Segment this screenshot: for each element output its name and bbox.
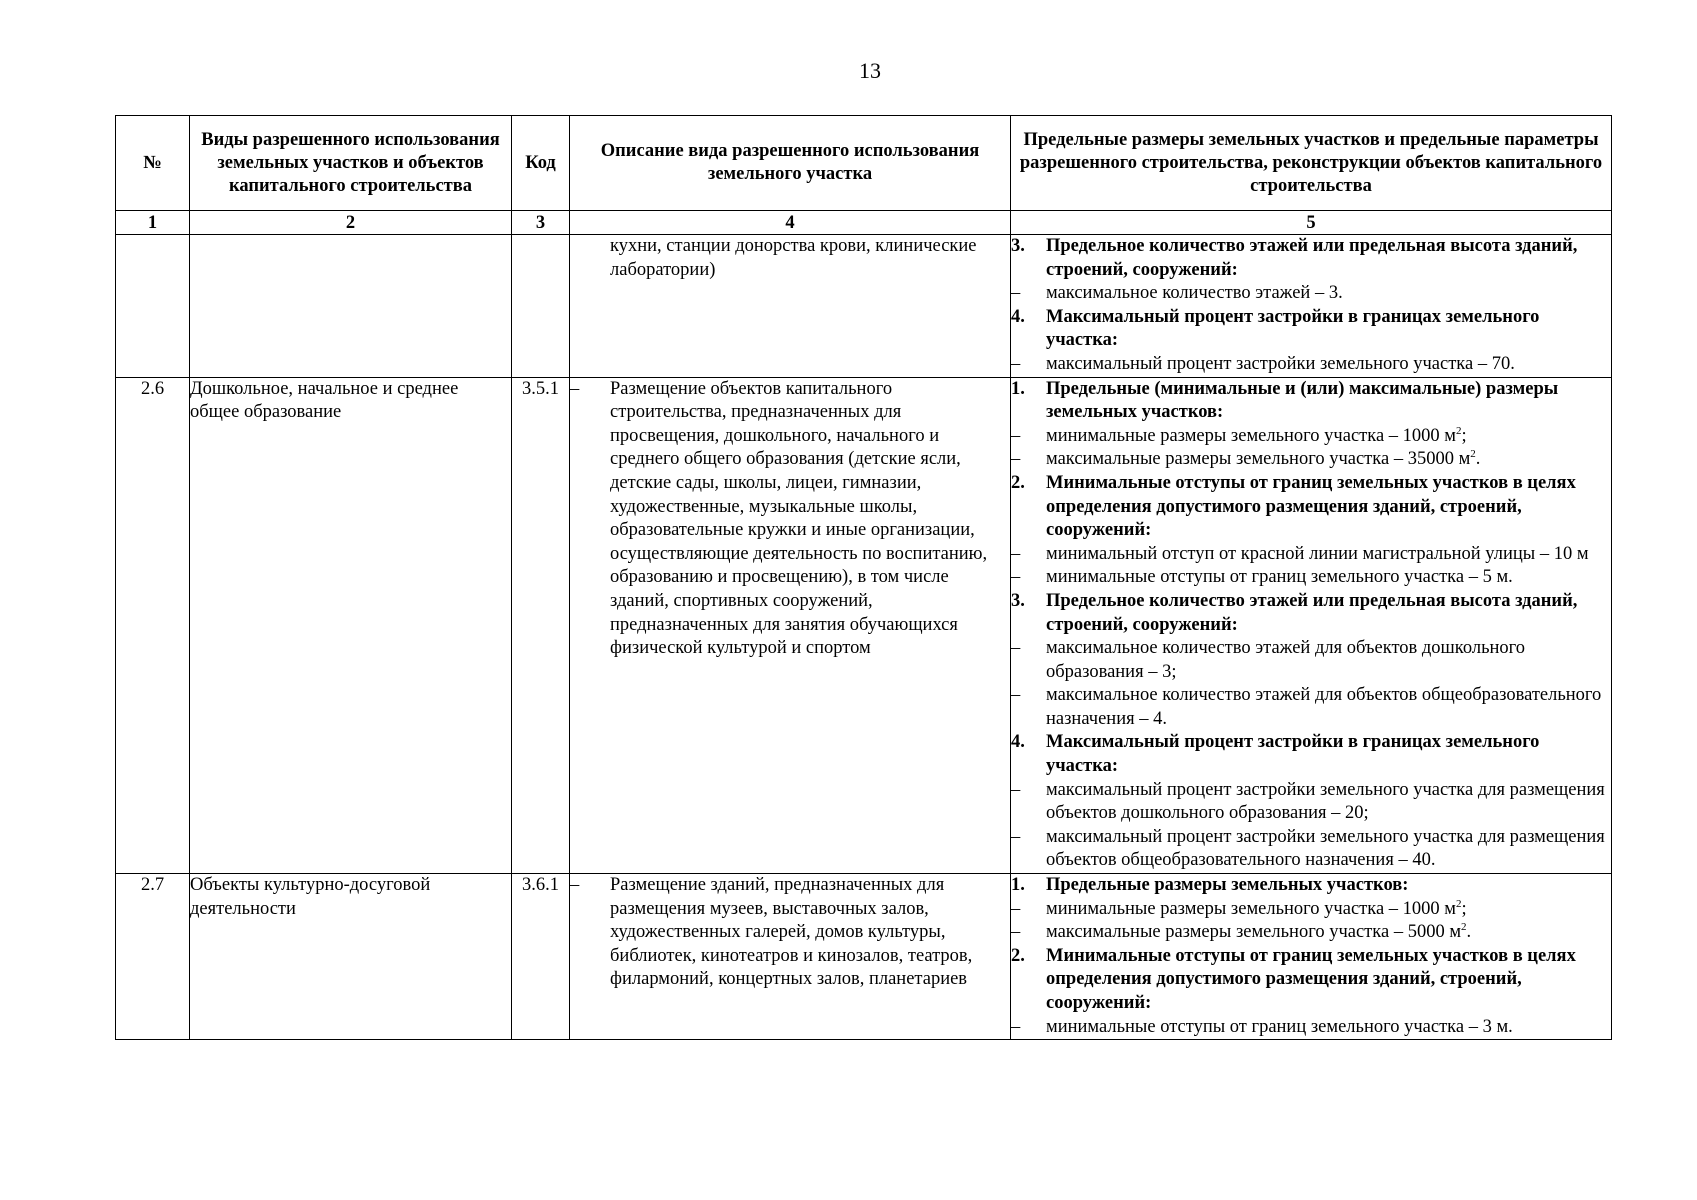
parameter-item <box>1011 898 1611 922</box>
parameter-text <box>1046 235 1611 282</box>
parameter-item <box>1011 637 1611 684</box>
parameter-text-main: максимальный процент застройки земельного участка для размещения объектов дошкольного образования – 20; <box>1046 779 1605 824</box>
parameter-heading <box>1011 235 1611 282</box>
parameter-text-main: минимальные размеры земельного участка – 1000 м <box>1046 425 1456 446</box>
dash-marker: – <box>1011 826 1021 847</box>
table-header-row <box>116 116 1612 211</box>
parameter-item <box>1011 425 1611 449</box>
parameter-heading <box>1011 590 1611 637</box>
parameter-text-main: Предельные (минимальные и (или) максимальные) размеры земельных участков: <box>1046 378 1559 423</box>
parameter-text <box>1046 282 1611 306</box>
row-code: 3.5.1 <box>512 377 570 873</box>
parameter-heading <box>1011 378 1611 425</box>
dash-marker: – <box>1011 567 1021 588</box>
parameter-text <box>1046 945 1611 1016</box>
parameter-heading <box>1011 945 1611 1016</box>
dash-marker: – <box>1011 283 1021 304</box>
header-description: Описание вида разрешенного использования земельного участка <box>570 116 1011 211</box>
parameter-text <box>1046 874 1611 898</box>
column-index: 1 <box>116 211 190 235</box>
dash-marker: – <box>1011 638 1021 659</box>
table-row <box>116 874 1612 1040</box>
row-description <box>570 377 1011 873</box>
parameter-text <box>1046 543 1611 567</box>
parameter-item <box>1011 684 1611 731</box>
parameter-text-main: Предельные размеры земельных участков: <box>1046 875 1409 896</box>
parameter-text-main: максимальные размеры земельного участка – 35000 м <box>1046 449 1471 470</box>
column-index: 4 <box>570 211 1011 235</box>
parameter-item <box>1011 282 1611 306</box>
parameter-item <box>1011 448 1611 472</box>
item-number: 3. <box>1011 236 1025 256</box>
parameter-text <box>1046 566 1611 590</box>
parameter-text <box>1046 637 1611 684</box>
row-use-kind: Дошкольное, начальное и среднее общее образование <box>190 377 512 873</box>
parameter-item <box>1011 779 1611 826</box>
parameter-text-main: максимальное количество этажей для объектов дошкольного образования – 3; <box>1046 638 1526 682</box>
parameter-text-tail: ; <box>1461 425 1467 446</box>
parameter-text <box>1046 590 1611 637</box>
superscript: 2 <box>1456 897 1462 910</box>
row-number: 2.7 <box>116 874 190 1040</box>
dash-marker: – <box>1011 779 1021 800</box>
description-text: Размещение зданий, предназначенных для размещения музеев, выставочных залов, художественных галерей, домов культуры, библиотек, кинотеатров и кинозалов, театров, филармоний, концертных залов, планетариев <box>610 875 973 990</box>
row-parameters <box>1011 377 1612 873</box>
parameter-text <box>1046 731 1611 778</box>
row-number: 2.6 <box>116 377 190 873</box>
dash-marker: – <box>1011 449 1021 470</box>
row-code: 3.6.1 <box>512 874 570 1040</box>
item-number: 3. <box>1011 590 1025 611</box>
parameter-text-main: Максимальный процент застройки в границах земельного участка: <box>1046 732 1540 777</box>
column-index-row <box>116 211 1612 235</box>
parameter-text <box>1046 898 1611 922</box>
parameter-text-tail: ; <box>1461 898 1467 919</box>
dash-marker: – <box>1011 1016 1021 1037</box>
parameter-text <box>1046 378 1611 425</box>
parameter-item <box>1011 1016 1611 1040</box>
parameter-text-main: минимальные размеры земельного участка – 1000 м <box>1046 898 1456 919</box>
row-use-kind <box>190 235 512 378</box>
parameter-text <box>1046 472 1611 543</box>
dash-marker: – <box>1011 898 1021 919</box>
parameter-text-main: Минимальные отступы от границ земельных участков в целях определения допустимого размещения зданий, строений, сооружений: <box>1046 472 1576 541</box>
parameter-text <box>1046 306 1611 353</box>
row-number <box>116 235 190 378</box>
dash-marker: – <box>570 378 580 399</box>
header-number: № <box>116 116 190 211</box>
parameter-heading <box>1011 472 1611 543</box>
superscript: 2 <box>1461 921 1467 934</box>
dash-marker: – <box>1011 685 1021 706</box>
row-description <box>570 874 1011 1040</box>
item-number: 2. <box>1011 472 1025 493</box>
parameter-text-main: Предельное количество этажей или предельная высота зданий, строений, сооружений: <box>1046 590 1578 635</box>
row-code <box>512 235 570 378</box>
parameter-text-main: Предельное количество этажей или предельная высота зданий, строений, сооружений: <box>1046 236 1578 280</box>
row-parameters <box>1011 235 1612 378</box>
row-use-kind: Объекты культурно-досуговой деятельности <box>190 874 512 1040</box>
item-number: 4. <box>1011 306 1025 327</box>
dash-marker: – <box>1011 353 1021 374</box>
column-index: 5 <box>1011 211 1612 235</box>
parameter-text-main: минимальные отступы от границ земельного участка – 3 м. <box>1046 1016 1513 1037</box>
parameter-heading <box>1011 306 1611 353</box>
parameter-item <box>1011 826 1611 873</box>
table-row <box>116 235 1612 378</box>
parameter-text-main: максимальные размеры земельного участка – 5000 м <box>1046 922 1462 943</box>
header-params: Предельные размеры земельных участков и предельные параметры разрешенного строительства, реконструкции объектов капитального строительства <box>1011 116 1612 211</box>
parameter-text <box>1046 684 1611 731</box>
parameter-text <box>1046 826 1611 873</box>
parameter-text-tail: . <box>1475 449 1481 470</box>
parameter-heading <box>1011 874 1611 898</box>
parameter-text <box>1046 1016 1611 1040</box>
parameter-text-main: максимальный процент застройки земельного участка – 70. <box>1046 353 1515 374</box>
parameter-item <box>1011 543 1611 567</box>
parameter-text <box>1046 779 1611 826</box>
header-kind: Виды разрешенного использования земельных участков и объектов капитального строительства <box>190 116 512 211</box>
item-number: 4. <box>1011 732 1025 753</box>
dash-marker: – <box>1011 543 1021 564</box>
item-number: 2. <box>1011 945 1025 966</box>
superscript: 2 <box>1456 424 1462 437</box>
header-code: Код <box>512 116 570 211</box>
parameter-text-main: Максимальный процент застройки в границах земельного участка: <box>1046 306 1540 351</box>
dash-marker: – <box>1011 922 1021 943</box>
parameter-text <box>1046 921 1611 945</box>
parameter-text <box>1046 425 1611 449</box>
column-index: 3 <box>512 211 570 235</box>
parameter-item <box>1011 566 1611 590</box>
column-index: 2 <box>190 211 512 235</box>
parameter-item <box>1011 353 1611 377</box>
parameter-text-main: максимальный процент застройки земельного участка для размещения объектов общеобразовательного назначения – 40. <box>1046 826 1605 871</box>
parameter-text-main: минимальные отступы от границ земельного участка – 5 м. <box>1046 567 1513 588</box>
item-number: 1. <box>1011 378 1025 399</box>
parameter-text-tail: . <box>1466 922 1472 943</box>
parameter-text-main: минимальный отступ от красной линии магистральной улицы – 10 м <box>1046 543 1589 564</box>
dash-marker: – <box>570 875 580 896</box>
page-number: 13 <box>859 58 881 83</box>
land-use-table <box>115 115 1612 1040</box>
parameter-text-main: Минимальные отступы от границ земельных участков в целях определения допустимого размещения зданий, строений, сооружений: <box>1046 945 1576 1013</box>
description-text: Размещение объектов капитального строительства, предназначенных для просвещения, дошкольного, начального и среднего общего образования (детские ясли, детские сады, школы, лицеи, гимназии, художественные, музыкальные школы, образовательные кружки и иные организации, осуществляющие деятельность по воспитанию, образованию и просвещению), в том числе зданий, спортивных сооружений, предназначенных для занятия обучающихся физической культурой и спортом <box>610 378 988 659</box>
row-parameters <box>1011 874 1612 1040</box>
item-number: 1. <box>1011 875 1025 896</box>
table-body <box>116 235 1612 1040</box>
superscript: 2 <box>1470 448 1476 461</box>
description-text: кухни, станции донорства крови, клинические лаборатории) <box>610 236 977 280</box>
parameter-text <box>1046 448 1611 472</box>
parameter-heading <box>1011 731 1611 778</box>
dash-marker: – <box>1011 425 1021 446</box>
parameter-text-main: максимальное количество этажей для объектов общеобразовательного назначения – 4. <box>1046 685 1602 729</box>
row-description <box>570 235 1011 378</box>
parameter-text-main: максимальное количество этажей – 3. <box>1046 283 1343 304</box>
table-row <box>116 377 1612 873</box>
parameter-item <box>1011 921 1611 945</box>
parameter-text <box>1046 353 1611 377</box>
